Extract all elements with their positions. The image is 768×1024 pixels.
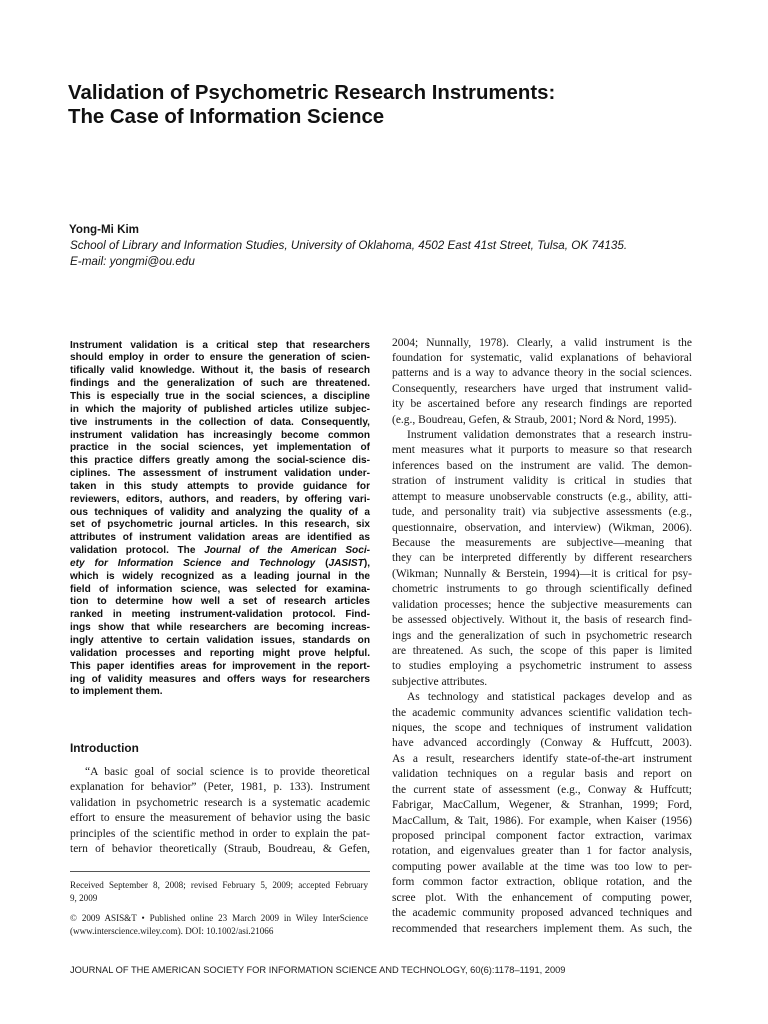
italic-text: Journal of the American Soci-	[204, 545, 370, 557]
italic-text: JASIST	[328, 557, 364, 569]
abstract-line: should employ in order to ensure the generation of scien-	[70, 352, 370, 364]
body-line: are threatened. As such, the scope of this paper is limited	[392, 644, 692, 657]
body-line: ity be ascertained before any research findings are reported	[392, 398, 692, 411]
author-name: Yong-Mi Kim	[69, 223, 139, 236]
body-line: ment measures what it purports to measure so that research	[392, 444, 692, 457]
body-line: (Wikman; Nunnally & Berstein, 1994)—it is critical for psy-	[392, 567, 692, 580]
abstract-line: which is widely recognized as a leading journal in the	[70, 570, 370, 582]
title-line: Validation of Psychometric Research Instruments:	[68, 82, 556, 104]
running-footer: JOURNAL OF THE AMERICAN SOCIETY FOR INFORMATION SCIENCE AND TECHNOLOGY, 60(6):1178–1191, 2009	[70, 965, 566, 975]
title-line: The Case of Information Science	[68, 105, 385, 128]
abstract-line: ingly attentive to certain validation issues, standards on	[70, 635, 370, 646]
copyright-footnote	[70, 912, 368, 938]
introduction-line: effort to ensure the measurement of behavior using the basic	[70, 812, 370, 825]
abstract-line: ous techniques of validity and analyzing the quality of a	[70, 506, 370, 518]
italic-text: ety for Information Science and Technology	[70, 557, 316, 569]
body-line: attempt to measure unobservable constructs (e.g., ability, atti-	[392, 490, 692, 503]
introduction-line: principles of the scientific method in order to explain the pat-	[70, 827, 370, 840]
abstract-line: field of information science, was selected for examina-	[70, 583, 370, 595]
abstract-line: tion to determine how well a set of research articles	[70, 596, 370, 608]
body-line: rotation, and eigenvalues greater than 1 for factor analysis,	[392, 845, 692, 858]
copyright-footnote-line: (www.interscience.wiley.com). DOI: 10.1002/asi.21066	[70, 925, 274, 936]
abstract-line: set of psychometric journal articles. In this research, six	[70, 519, 370, 531]
footnote-divider	[70, 871, 370, 872]
article-title	[68, 82, 708, 129]
body-line: validation techniques on a regular basis and report on	[392, 768, 692, 781]
received-footnote-line: 9, 2009	[70, 892, 98, 903]
body-line: computing power available at the time was too low to per-	[392, 860, 692, 873]
received-footnote-line: Received September 8, 2008; revised February 5, 2009; accepted February	[70, 879, 368, 890]
body-line: MacCallum, & Tait, 1986). For example, when Kaiser (1956)	[392, 814, 692, 827]
abstract-line: Instrument validation is a critical step that researchers	[70, 339, 370, 351]
copyright-footnote-line: © 2009 ASIS&T • Published online 23 March 2009 in Wiley InterScience	[70, 912, 368, 923]
body-line: tude, and personality trait) via subjective assessments (e.g.,	[392, 506, 692, 519]
introduction-line: explanation for behavior” (Peter, 1981, p. 133). Instrument	[70, 781, 370, 794]
body-line: the academic community advances scientific validation tech-	[392, 706, 692, 719]
abstract-line: this practice differs greatly among the social-science dis-	[70, 455, 370, 467]
abstract-line: taken in this study attempts to provide guidance for	[70, 480, 370, 492]
abstract-line: This paper identifies areas for improvement in the report-	[70, 660, 370, 672]
introduction-line: tern of behavior theoretically (Straub, Boudreau, & Gefen,	[70, 843, 370, 856]
affiliation: School of Library and Information Studies, University of Oklahoma, 4502 East 41st Street, Tulsa, OK 74135.	[70, 239, 628, 252]
abstract-line: validation protocol. The Journal of the American Soci-	[70, 545, 370, 557]
body-line: questionnaire, observation, and interview) (Wikman, 2006).	[392, 521, 692, 534]
body-line: As technology and statistical packages develop and as	[407, 691, 692, 704]
abstract-line: tive instruments in the collection of data. Consequently,	[70, 416, 370, 428]
introduction-paragraph	[70, 765, 370, 858]
abstract-line: to implement them.	[70, 686, 163, 698]
abstract-line: findings and the generalization of such are threatened.	[70, 378, 370, 390]
body-line: be assessed objectively. Without it, the basis of research find-	[392, 614, 692, 627]
body-line: Consequently, researchers have urged that instrument valid-	[392, 382, 692, 395]
abstract-line: ings show that while researchers are becoming increas-	[70, 622, 370, 634]
abstract-line: validation processes and reporting might prove helpful.	[70, 647, 370, 659]
body-line: niques, the scope and techniques of instrument validation	[392, 722, 692, 735]
abstract-line: tifically valid knowledge. Without it, the basis of research	[70, 365, 370, 377]
author-email: E-mail: yongmi@ou.edu	[70, 255, 195, 268]
abstract-line: instrument validation has increasingly become common	[70, 429, 370, 441]
body-line: subjective attributes.	[392, 675, 488, 688]
body-line: 2004; Nunnally, 1978). Clearly, a valid instrument is the	[392, 336, 692, 349]
body-line: form common factor extraction, oblique rotation, and the	[392, 876, 692, 889]
abstract-line: ciplines. The assessment of instrument validation under-	[70, 468, 370, 480]
body-line: they can be interpreted differently by different researchers	[392, 552, 692, 565]
body-line: Instrument validation demonstrates that a research instru-	[407, 429, 692, 442]
abstract-line: attributes of instrument validation areas are identified as	[70, 532, 370, 544]
body-line: inferences based on the instrument are valid. The demon-	[392, 459, 692, 472]
body-line: As a result, researchers identify state-of-the-art instrument	[392, 752, 692, 765]
body-line: have advanced accordingly (Conway & Huffcutt, 2003).	[392, 737, 692, 750]
abstract-line: practice in the social sciences, yet implementation of	[70, 442, 370, 454]
abstract-line: ranked in meeting instrument-validation protocol. Find-	[70, 609, 370, 621]
right-column-body	[392, 336, 692, 937]
body-line: ings and the generalization of such in psychometric research	[392, 629, 692, 642]
introduction-line: validation in psychometric research is a systematic academic	[70, 796, 370, 809]
body-line: patterns and is a way to advance theory in the social sciences.	[392, 367, 692, 380]
abstract	[70, 340, 370, 700]
body-line: recommended that researchers implement them. As such, the	[392, 922, 692, 935]
body-line: stration of instrument validity is critical in studies that	[392, 475, 692, 488]
body-line: validation processes; hence the subjective measurements can	[392, 598, 692, 611]
abstract-line: ing of validity measures and offers ways for researchers	[70, 673, 370, 685]
body-line: Because the measurements are subjective—meaning that	[392, 536, 692, 549]
body-paragraph	[392, 336, 692, 429]
body-line: Fabrigar, MacCallum, Wegener, & Stranhan, 1999; Ford,	[392, 799, 692, 812]
introduction-line: “A basic goal of social science is to provide theoretical	[85, 765, 370, 778]
body-line: foundation for systematic, valid explanations of behavioral	[392, 351, 692, 364]
body-line: (e.g., Boudreau, Gefen, & Straub, 2001; Nord & Nord, 1995).	[392, 413, 677, 426]
body-line: to studies employing a psychometric instrument to assess	[392, 660, 692, 673]
author-affiliation-block	[70, 238, 710, 270]
body-line: scree plot. With the enhancement of computing power,	[392, 891, 692, 904]
received-dates-footnote	[70, 879, 368, 905]
body-paragraph	[392, 428, 692, 690]
body-line: proposed principal component factor extraction, varimax	[392, 830, 692, 842]
body-line: the academic community proposed advanced techniques and	[392, 907, 692, 920]
body-line: the current state of assessment (e.g., Conway & Huffcutt;	[392, 783, 692, 796]
abstract-line: reviewers, editors, authors, and readers, by offering vari-	[70, 493, 370, 505]
body-line: chometric instruments to go through scientifically defined	[392, 583, 692, 596]
body-paragraph	[392, 690, 692, 937]
section-heading-introduction: Introduction	[70, 741, 139, 755]
abstract-line: ety for Information Science and Technology (JASIST),	[70, 557, 370, 569]
abstract-line: in which the majority of published articles utilize subjec-	[70, 403, 370, 415]
abstract-line: This is especially true in the social sciences, a discipline	[70, 390, 370, 402]
